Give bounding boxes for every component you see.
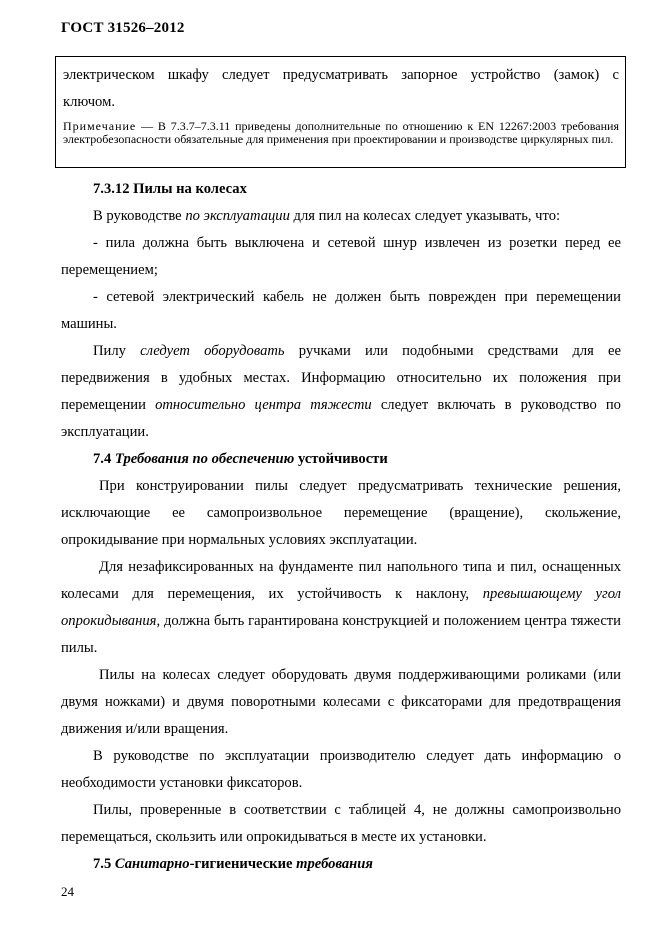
box-line-1: электрическом шкафу следует предусматривать запорное устройство (замок) с bbox=[63, 67, 619, 83]
s74-paragraph-4: В руководстве по эксплуатации производителю следует дать информацию о необходимости установки фиксаторов. bbox=[61, 748, 621, 791]
box-line-2: ключом. bbox=[63, 94, 115, 110]
s74-heading-em: Требования по обеспечению bbox=[114, 451, 295, 467]
s7312-p4-em2: относительно центра тяжести bbox=[155, 397, 372, 413]
s7312-p1-a: В руководстве bbox=[93, 208, 186, 224]
note-label: Примечание bbox=[63, 119, 137, 133]
s75-heading-em2: требования bbox=[296, 856, 373, 872]
s74-heading-rest: устойчивости bbox=[294, 451, 388, 467]
s75-heading-mid: -гигиенические bbox=[189, 856, 297, 872]
s7312-paragraph-2: - пила должна быть выключена и сетевой шнур извлечен из розетки перед ее перемещением; bbox=[61, 235, 621, 278]
section-7-3-12-heading: 7.3.12 Пилы на колесах bbox=[93, 181, 247, 197]
section-7-4-heading bbox=[61, 446, 621, 473]
s74-paragraph-1: При конструировании пилы следует предусматривать технические решения, исключающие ее самопроизвольное перемещение (вращение), скольжение, опрокидывание при нормальных условиях эксплуатации. bbox=[61, 478, 621, 548]
note bbox=[63, 120, 619, 145]
main-content bbox=[61, 176, 621, 878]
section-7-5-heading bbox=[61, 851, 621, 878]
s74-paragraph-5: Пилы, проверенные в соответствии с таблицей 4, не должны самопроизвольно перемещаться, скользить или опрокидываться в месте их установки. bbox=[61, 802, 621, 845]
s75-heading-num: 7.5 bbox=[93, 856, 115, 872]
s7312-p4-b: ручками или подобными средствами для ее передвижения в удобных местах. Информацию относительно их положения при перемещении bbox=[61, 343, 621, 413]
s74-paragraph-3: Пилы на колесах следует оборудовать двумя поддерживающими роликами (или двумя ножками) и двумя поворотными колесами с фиксаторами для предотвращения движения и/или вращения. bbox=[61, 667, 621, 737]
s7312-paragraph-4 bbox=[61, 338, 621, 446]
s7312-p1-b: для пил на колесах следует указывать, что: bbox=[289, 208, 561, 224]
s74-p2-a: Для незафиксированных на фундаменте пил напольного типа и пил, оснащенных колесами для перемещения, их устойчивость к наклону, bbox=[61, 559, 621, 602]
s74-paragraph-2 bbox=[61, 554, 621, 662]
note-text: — В 7.3.7–7.3.11 приведены дополнительные по отношению к EN 12267:2003 требования электробезопасности обязательные для применения при проектировании и производстве циркулярных пил. bbox=[63, 119, 619, 146]
document-header: ГОСТ 31526–2012 bbox=[61, 20, 185, 36]
s7312-p4-em1: следует оборудовать bbox=[140, 343, 285, 359]
s7312-p1-em: по эксплуатации bbox=[185, 208, 290, 224]
s74-heading-num: 7.4 bbox=[93, 451, 115, 467]
s7312-p4-c: следует включать в руководство по эксплуатации. bbox=[61, 397, 621, 440]
s75-heading-em1: Санитарно bbox=[114, 856, 190, 872]
s7312-paragraph-1 bbox=[61, 203, 621, 230]
s7312-p4-a: Пилу bbox=[93, 343, 141, 359]
s7312-paragraph-3: - сетевой электрический кабель не должен быть поврежден при перемещении машины. bbox=[61, 289, 621, 332]
page-number: 24 bbox=[61, 884, 74, 899]
s74-p2-em: превышающему угол опрокидывания bbox=[61, 586, 621, 629]
s74-p2-b: , должна быть гарантирована конструкцией и положением центра тяжести пилы. bbox=[61, 613, 621, 656]
boxed-continuation bbox=[55, 56, 626, 168]
